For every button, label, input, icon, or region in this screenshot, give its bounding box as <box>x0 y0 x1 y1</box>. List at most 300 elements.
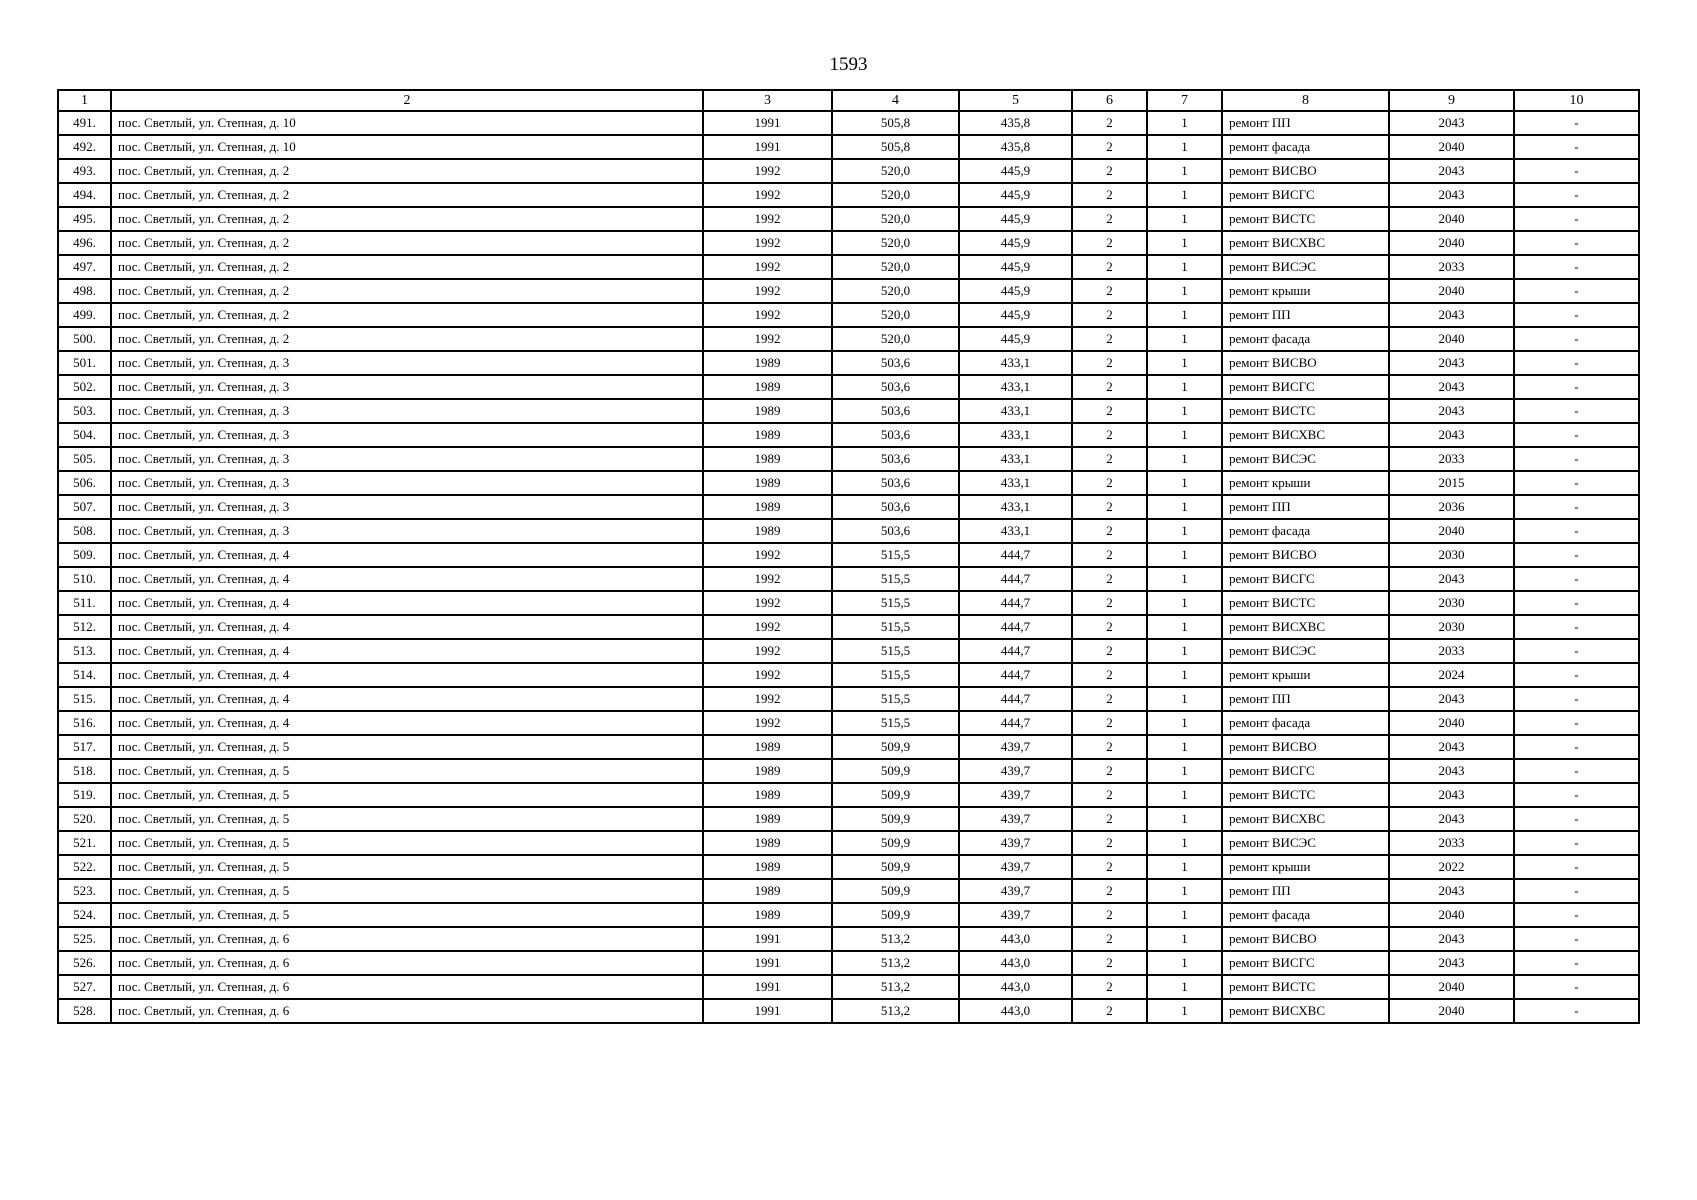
entrances-cell: 1 <box>1147 543 1222 567</box>
work-type-cell: ремонт ВИСЭС <box>1222 255 1389 279</box>
entrances-cell: 1 <box>1147 471 1222 495</box>
table-row <box>58 903 1639 927</box>
year-cell: 1991 <box>703 927 832 951</box>
work-type-cell: ремонт крыши <box>1222 279 1389 303</box>
entrances-cell: 1 <box>1147 831 1222 855</box>
note-cell: - <box>1514 879 1639 903</box>
row-number-cell: 496. <box>58 231 111 255</box>
address-cell: пос. Светлый, ул. Степная, д. 5 <box>111 735 703 759</box>
year-cell: 1992 <box>703 279 832 303</box>
work-type-cell: ремонт ВИСХВС <box>1222 615 1389 639</box>
table-row <box>58 807 1639 831</box>
floors-cell: 2 <box>1072 471 1147 495</box>
living-area-cell: 439,7 <box>959 831 1072 855</box>
table-row <box>58 879 1639 903</box>
total-area-cell: 513,2 <box>832 999 959 1023</box>
living-area-cell: 444,7 <box>959 663 1072 687</box>
planned-year-cell: 2040 <box>1389 231 1514 255</box>
entrances-cell: 1 <box>1147 423 1222 447</box>
address-cell: пос. Светлый, ул. Степная, д. 4 <box>111 663 703 687</box>
year-cell: 1989 <box>703 519 832 543</box>
row-number-cell: 497. <box>58 255 111 279</box>
year-cell: 1989 <box>703 831 832 855</box>
table-row <box>58 783 1639 807</box>
year-cell: 1989 <box>703 399 832 423</box>
total-area-cell: 520,0 <box>832 327 959 351</box>
table-row <box>58 687 1639 711</box>
living-area-cell: 445,9 <box>959 159 1072 183</box>
row-number-cell: 492. <box>58 135 111 159</box>
address-cell: пос. Светлый, ул. Степная, д. 4 <box>111 639 703 663</box>
note-cell: - <box>1514 231 1639 255</box>
entrances-cell: 1 <box>1147 111 1222 135</box>
column-header: 4 <box>832 90 959 111</box>
row-number-cell: 502. <box>58 375 111 399</box>
planned-year-cell: 2040 <box>1389 975 1514 999</box>
address-cell: пос. Светлый, ул. Степная, д. 2 <box>111 303 703 327</box>
living-area-cell: 444,7 <box>959 567 1072 591</box>
total-area-cell: 509,9 <box>832 831 959 855</box>
living-area-cell: 444,7 <box>959 687 1072 711</box>
floors-cell: 2 <box>1072 903 1147 927</box>
table-row <box>58 759 1639 783</box>
table-row <box>58 495 1639 519</box>
floors-cell: 2 <box>1072 495 1147 519</box>
note-cell: - <box>1514 687 1639 711</box>
work-type-cell: ремонт фасада <box>1222 519 1389 543</box>
column-header: 5 <box>959 90 1072 111</box>
planned-year-cell: 2043 <box>1389 375 1514 399</box>
planned-year-cell: 2015 <box>1389 471 1514 495</box>
note-cell: - <box>1514 759 1639 783</box>
year-cell: 1992 <box>703 207 832 231</box>
table-row <box>58 831 1639 855</box>
address-cell: пос. Светлый, ул. Степная, д. 4 <box>111 543 703 567</box>
work-type-cell: ремонт ВИСВО <box>1222 543 1389 567</box>
total-area-cell: 520,0 <box>832 303 959 327</box>
address-cell: пос. Светлый, ул. Степная, д. 5 <box>111 807 703 831</box>
row-number-cell: 511. <box>58 591 111 615</box>
table-row <box>58 543 1639 567</box>
year-cell: 1989 <box>703 447 832 471</box>
living-area-cell: 439,7 <box>959 759 1072 783</box>
table-row <box>58 231 1639 255</box>
table-row <box>58 471 1639 495</box>
note-cell: - <box>1514 447 1639 471</box>
address-cell: пос. Светлый, ул. Степная, д. 5 <box>111 783 703 807</box>
living-area-cell: 445,9 <box>959 207 1072 231</box>
note-cell: - <box>1514 279 1639 303</box>
work-type-cell: ремонт ПП <box>1222 303 1389 327</box>
planned-year-cell: 2043 <box>1389 807 1514 831</box>
year-cell: 1992 <box>703 591 832 615</box>
floors-cell: 2 <box>1072 759 1147 783</box>
floors-cell: 2 <box>1072 591 1147 615</box>
total-area-cell: 503,6 <box>832 447 959 471</box>
address-cell: пос. Светлый, ул. Степная, д. 3 <box>111 399 703 423</box>
planned-year-cell: 2043 <box>1389 687 1514 711</box>
floors-cell: 2 <box>1072 975 1147 999</box>
total-area-cell: 513,2 <box>832 927 959 951</box>
work-type-cell: ремонт ПП <box>1222 111 1389 135</box>
row-number-cell: 513. <box>58 639 111 663</box>
note-cell: - <box>1514 567 1639 591</box>
planned-year-cell: 2040 <box>1389 903 1514 927</box>
living-area-cell: 444,7 <box>959 639 1072 663</box>
note-cell: - <box>1514 807 1639 831</box>
total-area-cell: 503,6 <box>832 399 959 423</box>
total-area-cell: 509,9 <box>832 759 959 783</box>
floors-cell: 2 <box>1072 783 1147 807</box>
table-row <box>58 375 1639 399</box>
total-area-cell: 515,5 <box>832 663 959 687</box>
floors-cell: 2 <box>1072 111 1147 135</box>
total-area-cell: 515,5 <box>832 567 959 591</box>
year-cell: 1992 <box>703 159 832 183</box>
entrances-cell: 1 <box>1147 135 1222 159</box>
total-area-cell: 520,0 <box>832 183 959 207</box>
address-cell: пос. Светлый, ул. Степная, д. 2 <box>111 183 703 207</box>
address-cell: пос. Светлый, ул. Степная, д. 4 <box>111 591 703 615</box>
work-type-cell: ремонт ВИСГС <box>1222 759 1389 783</box>
entrances-cell: 1 <box>1147 783 1222 807</box>
entrances-cell: 1 <box>1147 591 1222 615</box>
table-body <box>58 111 1639 1023</box>
year-cell: 1989 <box>703 759 832 783</box>
row-number-cell: 527. <box>58 975 111 999</box>
year-cell: 1992 <box>703 663 832 687</box>
total-area-cell: 509,9 <box>832 855 959 879</box>
entrances-cell: 1 <box>1147 279 1222 303</box>
entrances-cell: 1 <box>1147 327 1222 351</box>
work-type-cell: ремонт ВИСХВС <box>1222 807 1389 831</box>
note-cell: - <box>1514 831 1639 855</box>
note-cell: - <box>1514 351 1639 375</box>
planned-year-cell: 2043 <box>1389 759 1514 783</box>
work-type-cell: ремонт ВИСТС <box>1222 975 1389 999</box>
work-type-cell: ремонт ПП <box>1222 687 1389 711</box>
table-row <box>58 399 1639 423</box>
table-row <box>58 279 1639 303</box>
total-area-cell: 509,9 <box>832 735 959 759</box>
note-cell: - <box>1514 135 1639 159</box>
floors-cell: 2 <box>1072 327 1147 351</box>
table-row <box>58 183 1639 207</box>
floors-cell: 2 <box>1072 807 1147 831</box>
address-cell: пос. Светлый, ул. Степная, д. 6 <box>111 927 703 951</box>
address-cell: пос. Светлый, ул. Степная, д. 3 <box>111 471 703 495</box>
table-row <box>58 447 1639 471</box>
note-cell: - <box>1514 951 1639 975</box>
living-area-cell: 433,1 <box>959 495 1072 519</box>
work-type-cell: ремонт ВИСЭС <box>1222 831 1389 855</box>
total-area-cell: 520,0 <box>832 231 959 255</box>
planned-year-cell: 2040 <box>1389 519 1514 543</box>
floors-cell: 2 <box>1072 687 1147 711</box>
note-cell: - <box>1514 519 1639 543</box>
address-cell: пос. Светлый, ул. Степная, д. 3 <box>111 495 703 519</box>
entrances-cell: 1 <box>1147 207 1222 231</box>
planned-year-cell: 2033 <box>1389 639 1514 663</box>
year-cell: 1991 <box>703 975 832 999</box>
floors-cell: 2 <box>1072 183 1147 207</box>
floors-cell: 2 <box>1072 135 1147 159</box>
note-cell: - <box>1514 471 1639 495</box>
entrances-cell: 1 <box>1147 951 1222 975</box>
total-area-cell: 513,2 <box>832 975 959 999</box>
address-cell: пос. Светлый, ул. Степная, д. 10 <box>111 111 703 135</box>
work-type-cell: ремонт ВИСЭС <box>1222 639 1389 663</box>
planned-year-cell: 2030 <box>1389 591 1514 615</box>
table-row <box>58 135 1639 159</box>
table-row <box>58 639 1639 663</box>
row-number-cell: 515. <box>58 687 111 711</box>
planned-year-cell: 2043 <box>1389 303 1514 327</box>
planned-year-cell: 2033 <box>1389 255 1514 279</box>
living-area-cell: 433,1 <box>959 351 1072 375</box>
work-type-cell: ремонт фасада <box>1222 711 1389 735</box>
column-header: 3 <box>703 90 832 111</box>
total-area-cell: 503,6 <box>832 471 959 495</box>
year-cell: 1989 <box>703 879 832 903</box>
table-row <box>58 999 1639 1023</box>
entrances-cell: 1 <box>1147 735 1222 759</box>
year-cell: 1992 <box>703 615 832 639</box>
living-area-cell: 443,0 <box>959 951 1072 975</box>
row-number-cell: 524. <box>58 903 111 927</box>
planned-year-cell: 2040 <box>1389 279 1514 303</box>
address-cell: пос. Светлый, ул. Степная, д. 4 <box>111 687 703 711</box>
living-area-cell: 435,8 <box>959 135 1072 159</box>
note-cell: - <box>1514 327 1639 351</box>
row-number-cell: 528. <box>58 999 111 1023</box>
entrances-cell: 1 <box>1147 639 1222 663</box>
row-number-cell: 514. <box>58 663 111 687</box>
year-cell: 1989 <box>703 903 832 927</box>
planned-year-cell: 2033 <box>1389 447 1514 471</box>
row-number-cell: 506. <box>58 471 111 495</box>
address-cell: пос. Светлый, ул. Степная, д. 2 <box>111 327 703 351</box>
entrances-cell: 1 <box>1147 615 1222 639</box>
address-cell: пос. Светлый, ул. Степная, д. 3 <box>111 423 703 447</box>
floors-cell: 2 <box>1072 231 1147 255</box>
row-number-cell: 525. <box>58 927 111 951</box>
year-cell: 1992 <box>703 255 832 279</box>
address-cell: пос. Светлый, ул. Степная, д. 5 <box>111 855 703 879</box>
living-area-cell: 433,1 <box>959 519 1072 543</box>
entrances-cell: 1 <box>1147 975 1222 999</box>
floors-cell: 2 <box>1072 159 1147 183</box>
work-type-cell: ремонт крыши <box>1222 663 1389 687</box>
note-cell: - <box>1514 159 1639 183</box>
work-type-cell: ремонт ВИСГС <box>1222 567 1389 591</box>
row-number-cell: 499. <box>58 303 111 327</box>
address-cell: пос. Светлый, ул. Степная, д. 10 <box>111 135 703 159</box>
living-area-cell: 433,1 <box>959 423 1072 447</box>
work-type-cell: ремонт ВИСВО <box>1222 351 1389 375</box>
row-number-cell: 505. <box>58 447 111 471</box>
table-row <box>58 111 1639 135</box>
work-type-cell: ремонт ВИСХВС <box>1222 423 1389 447</box>
living-area-cell: 445,9 <box>959 255 1072 279</box>
row-number-cell: 512. <box>58 615 111 639</box>
table-row <box>58 591 1639 615</box>
row-number-cell: 510. <box>58 567 111 591</box>
row-number-cell: 516. <box>58 711 111 735</box>
entrances-cell: 1 <box>1147 999 1222 1023</box>
address-cell: пос. Светлый, ул. Степная, д. 3 <box>111 375 703 399</box>
total-area-cell: 515,5 <box>832 591 959 615</box>
entrances-cell: 1 <box>1147 759 1222 783</box>
table-row <box>58 951 1639 975</box>
table-row <box>58 327 1639 351</box>
table-header-row <box>58 90 1639 111</box>
year-cell: 1992 <box>703 543 832 567</box>
work-type-cell: ремонт фасада <box>1222 327 1389 351</box>
address-cell: пос. Светлый, ул. Степная, д. 2 <box>111 231 703 255</box>
floors-cell: 2 <box>1072 303 1147 327</box>
address-cell: пос. Светлый, ул. Степная, д. 5 <box>111 759 703 783</box>
planned-year-cell: 2043 <box>1389 399 1514 423</box>
entrances-cell: 1 <box>1147 495 1222 519</box>
table-row <box>58 975 1639 999</box>
work-type-cell: ремонт ВИСТС <box>1222 399 1389 423</box>
total-area-cell: 515,5 <box>832 615 959 639</box>
row-number-cell: 517. <box>58 735 111 759</box>
total-area-cell: 513,2 <box>832 951 959 975</box>
living-area-cell: 444,7 <box>959 615 1072 639</box>
note-cell: - <box>1514 495 1639 519</box>
floors-cell: 2 <box>1072 351 1147 375</box>
planned-year-cell: 2043 <box>1389 951 1514 975</box>
total-area-cell: 505,8 <box>832 135 959 159</box>
year-cell: 1989 <box>703 495 832 519</box>
table-row <box>58 663 1639 687</box>
total-area-cell: 515,5 <box>832 639 959 663</box>
planned-year-cell: 2024 <box>1389 663 1514 687</box>
year-cell: 1991 <box>703 135 832 159</box>
row-number-cell: 504. <box>58 423 111 447</box>
note-cell: - <box>1514 543 1639 567</box>
year-cell: 1992 <box>703 687 832 711</box>
entrances-cell: 1 <box>1147 447 1222 471</box>
row-number-cell: 522. <box>58 855 111 879</box>
work-type-cell: ремонт ВИСВО <box>1222 735 1389 759</box>
row-number-cell: 501. <box>58 351 111 375</box>
planned-year-cell: 2043 <box>1389 423 1514 447</box>
page-number: 1593 <box>829 54 868 75</box>
planned-year-cell: 2043 <box>1389 159 1514 183</box>
planned-year-cell: 2040 <box>1389 999 1514 1023</box>
column-header: 1 <box>58 90 111 111</box>
row-number-cell: 500. <box>58 327 111 351</box>
living-area-cell: 439,7 <box>959 855 1072 879</box>
floors-cell: 2 <box>1072 735 1147 759</box>
entrances-cell: 1 <box>1147 711 1222 735</box>
floors-cell: 2 <box>1072 567 1147 591</box>
total-area-cell: 509,9 <box>832 807 959 831</box>
living-area-cell: 439,7 <box>959 903 1072 927</box>
row-number-cell: 495. <box>58 207 111 231</box>
entrances-cell: 1 <box>1147 255 1222 279</box>
work-type-cell: ремонт ВИСТС <box>1222 591 1389 615</box>
note-cell: - <box>1514 999 1639 1023</box>
entrances-cell: 1 <box>1147 567 1222 591</box>
total-area-cell: 503,6 <box>832 351 959 375</box>
year-cell: 1989 <box>703 471 832 495</box>
entrances-cell: 1 <box>1147 807 1222 831</box>
total-area-cell: 503,6 <box>832 423 959 447</box>
floors-cell: 2 <box>1072 447 1147 471</box>
row-number-cell: 509. <box>58 543 111 567</box>
living-area-cell: 445,9 <box>959 303 1072 327</box>
year-cell: 1992 <box>703 303 832 327</box>
living-area-cell: 433,1 <box>959 399 1072 423</box>
address-cell: пос. Светлый, ул. Степная, д. 2 <box>111 207 703 231</box>
year-cell: 1989 <box>703 375 832 399</box>
note-cell: - <box>1514 663 1639 687</box>
floors-cell: 2 <box>1072 255 1147 279</box>
note-cell: - <box>1514 207 1639 231</box>
planned-year-cell: 2043 <box>1389 735 1514 759</box>
column-header: 10 <box>1514 90 1639 111</box>
repair-schedule-table <box>57 89 1640 1024</box>
note-cell: - <box>1514 639 1639 663</box>
note-cell: - <box>1514 735 1639 759</box>
note-cell: - <box>1514 303 1639 327</box>
work-type-cell: ремонт ВИСХВС <box>1222 231 1389 255</box>
total-area-cell: 520,0 <box>832 159 959 183</box>
floors-cell: 2 <box>1072 543 1147 567</box>
living-area-cell: 433,1 <box>959 447 1072 471</box>
entrances-cell: 1 <box>1147 231 1222 255</box>
floors-cell: 2 <box>1072 375 1147 399</box>
entrances-cell: 1 <box>1147 927 1222 951</box>
living-area-cell: 439,7 <box>959 807 1072 831</box>
planned-year-cell: 2040 <box>1389 207 1514 231</box>
column-header: 7 <box>1147 90 1222 111</box>
entrances-cell: 1 <box>1147 375 1222 399</box>
total-area-cell: 515,5 <box>832 687 959 711</box>
total-area-cell: 509,9 <box>832 783 959 807</box>
row-number-cell: 491. <box>58 111 111 135</box>
planned-year-cell: 2030 <box>1389 543 1514 567</box>
table-row <box>58 159 1639 183</box>
note-cell: - <box>1514 975 1639 999</box>
living-area-cell: 439,7 <box>959 879 1072 903</box>
work-type-cell: ремонт ВИСГС <box>1222 183 1389 207</box>
work-type-cell: ремонт ВИСЭС <box>1222 447 1389 471</box>
planned-year-cell: 2030 <box>1389 615 1514 639</box>
row-number-cell: 507. <box>58 495 111 519</box>
address-cell: пос. Светлый, ул. Степная, д. 5 <box>111 879 703 903</box>
column-header: 6 <box>1072 90 1147 111</box>
row-number-cell: 519. <box>58 783 111 807</box>
living-area-cell: 444,7 <box>959 543 1072 567</box>
entrances-cell: 1 <box>1147 663 1222 687</box>
living-area-cell: 445,9 <box>959 327 1072 351</box>
table-row <box>58 615 1639 639</box>
work-type-cell: ремонт ВИСТС <box>1222 207 1389 231</box>
row-number-cell: 508. <box>58 519 111 543</box>
table-row <box>58 855 1639 879</box>
total-area-cell: 503,6 <box>832 519 959 543</box>
planned-year-cell: 2033 <box>1389 831 1514 855</box>
entrances-cell: 1 <box>1147 687 1222 711</box>
total-area-cell: 505,8 <box>832 111 959 135</box>
note-cell: - <box>1514 375 1639 399</box>
entrances-cell: 1 <box>1147 399 1222 423</box>
